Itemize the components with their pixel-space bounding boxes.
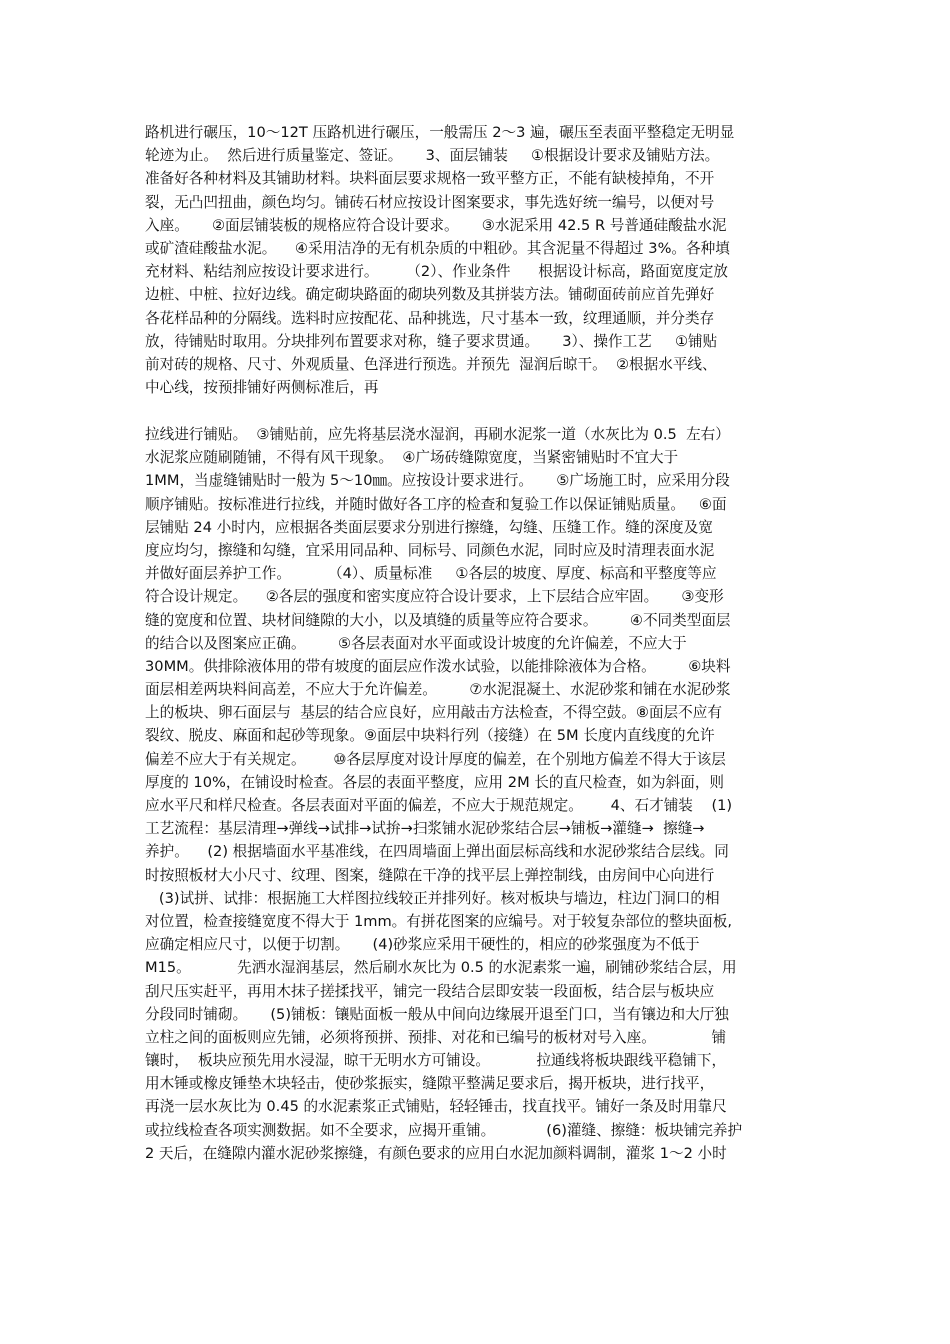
text-line: 放，待铺贴时取用。分块排列布置要求对称，缝子要求贯通。 3）、操作工艺 ①铺贴 bbox=[145, 332, 718, 350]
text-line: 分段同时铺砌。 (5)铺板：镶贴面板一般从中间向边缘展开退至门口，当有镶边和大厅独 bbox=[145, 1005, 729, 1023]
text-line: 裂，无凸凹扭曲，颜色均匀。铺砖石材应按设计图案要求，事先选好统一编号，以便对号 bbox=[145, 193, 715, 211]
text-line: 30MM。供排除液体用的带有坡度的面层应作泼水试验，以能排除液体为合格。 ⑥块料 bbox=[145, 657, 731, 675]
text-line: 再浇一层水灰比为 0.45 的水泥素浆正式铺贴，轻轻锤击，找直找平。铺好一条及时用靠尺 bbox=[145, 1098, 727, 1116]
text-line: 刮尺压实赶平，再用木抹子搓揉找平，铺完一段结合层即安装一段面板，结合层与板块应 bbox=[145, 982, 715, 1000]
text-line: 并做好面层养护工作。 （4）、质量标准 ①各层的坡度、厚度、标高和平整度等应 bbox=[145, 565, 717, 583]
text-line: (3)试拼、试排：根据施工大样图拉线较正并排列好。核对板块与墙边，柱边门洞口的相 bbox=[145, 889, 720, 907]
text-line: 缝的宽度和位置、块材间缝隙的大小，以及填缝的质量等应符合要求。 ④不同类型面层 bbox=[145, 611, 731, 629]
text-line: 符合设计规定。 ②各层的强度和密实度应符合设计要求，上下层结合应牢固。 ③变形 bbox=[145, 588, 724, 606]
text-line: 拉线进行铺贴。 ③铺贴前，应先将基层浇水湿润，再刷水泥浆一道（水灰比为 0.5 左右） bbox=[145, 426, 730, 443]
text-line: 2 天后，在缝隙内灌水泥砂浆擦缝，有颜色要求的应用白水泥加颜料调制，灌浆 1～2 小时 bbox=[145, 1144, 727, 1162]
text-line: 养护。 (2) 根据墙面水平基准线，在四周墙面上弹出面层标高线和水泥砂浆结合层线。同 bbox=[145, 843, 729, 861]
text-line: 准备好各种材料及其铺助材料。块料面层要求规格一致平整方正，不能有缺棱掉角，不开 bbox=[145, 170, 715, 188]
text-line: 边桩、中桩、拉好边线。确定砌块路面的砌块列数及其拼装方法。铺砌面砖前应首先弹好 bbox=[145, 286, 715, 304]
text-line: 时按照板材大小尺寸、纹理、图案，缝隙在干净的找平层上弹控制线，由房间中心向进行 bbox=[145, 866, 715, 884]
text-line: 上的板块、卵石面层与 基层的结合应良好，应用敲击方法检查，不得空鼓。⑧面层不应有 bbox=[145, 704, 722, 722]
text-line: 或矿渣硅酸盐水泥。 ④采用洁净的无有机杂质的中粗砂。其含泥量不得超过 3%。各种填 bbox=[145, 239, 730, 257]
text-line: M15。 先洒水湿润基层，然后刷水灰比为 0.5 的水泥素浆一遍，刷铺砂浆结合层，用 bbox=[145, 959, 737, 977]
text-line: 1MM，当虚缝铺贴时一般为 5～10㎜。应按设计要求进行。 ⑤广场施工时，应采用分段 bbox=[145, 472, 730, 490]
text-line: 偏差不应大于有关规定。 ⑩各层厚度对设计厚度的偏差，在个别地方偏差不得大于该层 bbox=[145, 750, 726, 768]
paragraph-1 bbox=[145, 121, 810, 399]
text-line: 层铺贴 24 小时内，应根据各类面层要求分别进行擦缝，勾缝、压缝工作。缝的深度及宽 bbox=[145, 518, 713, 536]
text-line: 充材料、粘结剂应按设计要求进行。 （2）、作业条件 根据设计标高，路面宽度定放 bbox=[145, 263, 729, 281]
text-line: 的结合以及图案应正确。 ⑤各层表面对水平面或设计坡度的允许偏差，不应大于 bbox=[145, 634, 687, 652]
text-line: 或拉线检查各项实测数据。如不全要求，应揭开重铺。 (6)灌缝、擦缝：板块铺完养护 bbox=[145, 1121, 743, 1139]
text-line: 面层相差两块料间高差，不应大于允许偏差。 ⑦水泥混凝土、水泥砂浆和铺在水泥砂浆 bbox=[145, 681, 731, 699]
text-line: 立柱之间的面板则应先铺，必须将预拼、预排、对花和已编号的板材对号入座。 铺 bbox=[145, 1028, 727, 1046]
text-line: 顺序铺贴。按标准进行拉线，并随时做好各工序的检查和复验工作以保证铺贴质量。 ⑥面 bbox=[145, 495, 727, 513]
text-line: 应水平尺和样尺检查。各层表面对平面的偏差，不应大于规范规定。 4、石才铺装 (1) bbox=[145, 797, 733, 814]
text-line: 对位置，检查接缝宽度不得大于 1mm。有拼花图案的应编号。对于较复杂部位的整块面板, bbox=[145, 912, 732, 930]
text-line: 厚度的 10%，在铺设时检查。各层的表面平整度，应用 2M 长的直尺检查，如为斜面，则 bbox=[145, 773, 725, 791]
text-line: 中心线，按预排铺好两侧标准后，再 bbox=[145, 379, 379, 397]
text-line: 度应均匀，擦缝和勾缝，宜采用同品种、同标号、同颜色水泥，同时应及时清理表面水泥 bbox=[145, 541, 715, 559]
text-line: 用木锤或橡皮锤垫木块轻击，使砂浆振实，缝隙平整满足要求后，揭开板块，进行找平， bbox=[145, 1075, 715, 1093]
text-line: 前对砖的规格、尺寸、外观质量、色泽进行预选。并预先 湿润后晾干。 ②根据水平线、 bbox=[145, 355, 717, 373]
text-line: 轮迹为止。 然后进行质量鉴定、签证。 3、面层铺装 ①根据设计要求及铺贴方法。 bbox=[145, 147, 720, 165]
text-line: 各花样品种的分隔线。选料时应按配花、品种挑选，尺寸基本一致，纹理通顺，并分类存 bbox=[145, 309, 715, 327]
text-line: 镶时， 板块应预先用水浸湿，晾干无明水方可铺设。 拉通线将板块跟线平稳铺下， bbox=[145, 1052, 727, 1070]
paragraph-2 bbox=[145, 423, 810, 1165]
text-line: 路机进行碾压，10～12T 压路机进行碾压，一般需压 2～3 遍，碾压至表面平整稳定无明显 bbox=[145, 124, 735, 141]
text-line: 工艺流程：基层清理→弹线→试排→试拚→扫浆铺水泥砂浆结合层→铺板→灌缝→ 擦缝→ bbox=[145, 820, 705, 838]
text-line: 裂纹、脱皮、麻面和起砂等现象。⑨面层中块料行列（接缝）在 5M 长度内直线度的允许 bbox=[145, 727, 715, 745]
text-line: 水泥浆应随刷随铺，不得有风干现象。 ④广场砖缝隙宽度，当紧密铺贴时不宜大于 bbox=[145, 449, 679, 467]
text-line: 应确定相应尺寸，以便于切割。 (4)砂浆应采用干硬性的，相应的砂浆强度为不低于 bbox=[145, 936, 700, 954]
text-line: 入座。 ②面层铺装板的规格应符合设计要求。 ③水泥采用 42.5 R 号普通硅酸盐水泥 bbox=[145, 216, 727, 234]
